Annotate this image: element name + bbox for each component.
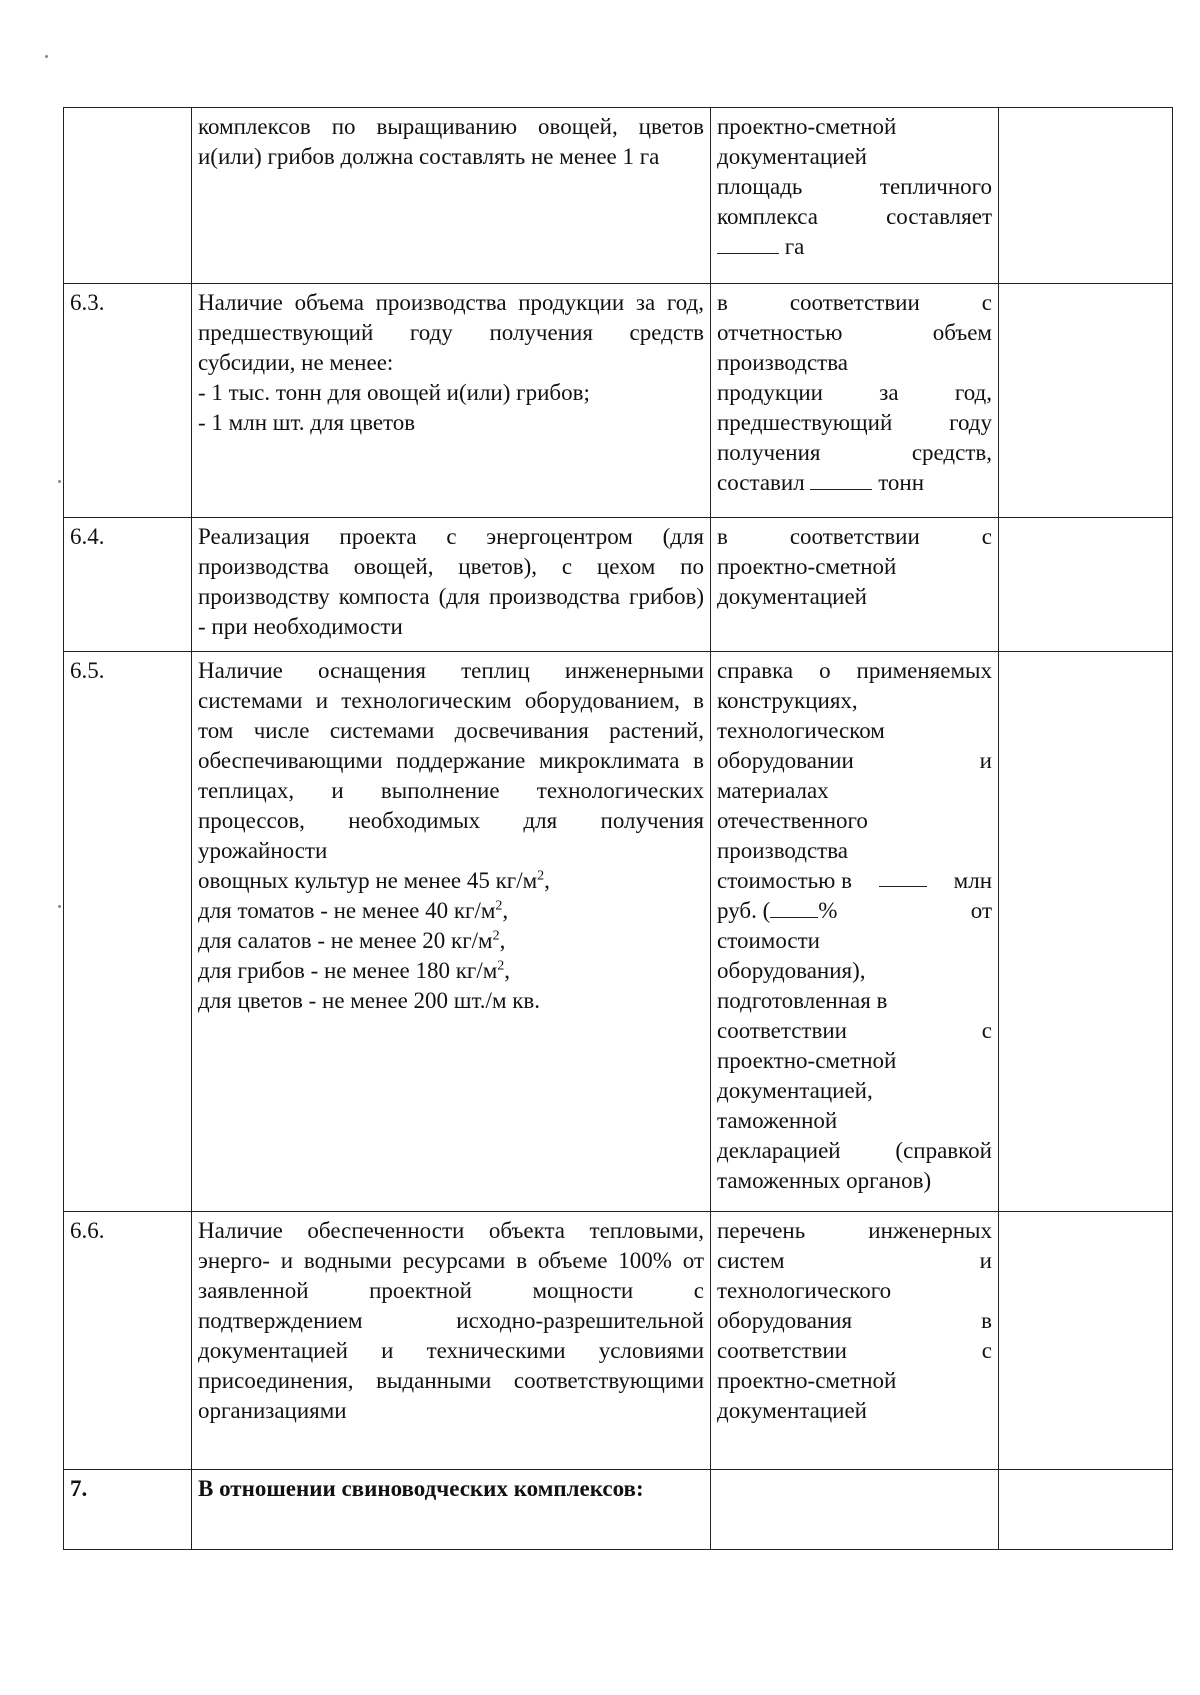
doc-line: производства <box>717 838 848 863</box>
doc-word: от <box>970 898 992 923</box>
unit-text: га <box>784 234 805 259</box>
doc-line: производства <box>717 350 848 375</box>
empty-cell <box>999 284 1173 518</box>
doc-line: предшествующий году <box>717 410 992 435</box>
doc-line: технологического <box>717 1278 892 1303</box>
table-row <box>64 518 1173 652</box>
doc-line <box>717 866 992 896</box>
yield-label: для грибов - не менее 180 кг/м <box>198 958 498 983</box>
row-number: 6.3. <box>64 284 192 518</box>
superscript: 2 <box>492 928 500 944</box>
table-row <box>64 1470 1173 1550</box>
doc-word <box>717 896 837 926</box>
text-line: - 1 млн шт. для цветов <box>198 410 416 435</box>
doc-line: соответствии с <box>717 1018 992 1043</box>
punct: , <box>504 958 511 983</box>
table-row <box>64 652 1173 1212</box>
fill-blank <box>770 897 818 918</box>
text-paragraph: Наличие оснащения теплиц инженерными системами и технологическим оборудованием, в том числе системами досвечивания растений, обеспечивающими поддержание микроклимата в теплицах, и выполнение технологических процессов, необходимых для получения урожайности <box>198 658 704 863</box>
doc-line: документацией <box>717 1398 867 1423</box>
doc-line: в соответствии с <box>717 290 992 315</box>
doc-line: оборудовании и <box>717 748 992 773</box>
punct: , <box>502 898 509 923</box>
empty-cell <box>999 1212 1173 1470</box>
doc-line: таможенной <box>717 1108 838 1133</box>
row-number: 6.6. <box>64 1212 192 1470</box>
doc-line: документацией, <box>717 1078 873 1103</box>
confirmation-document <box>711 108 999 284</box>
doc-line: проектно-сметной <box>717 554 897 579</box>
doc-line: материалах <box>717 778 829 803</box>
yield-label: для цветов - не менее 200 шт./м кв. <box>198 988 541 1013</box>
requirement-text: Наличие обеспеченности объекта тепловыми, энерго- и водными ресурсами в объеме 100% от заявленной проектной мощности с подтверждением исходно-разрешительной документацией и техническими условиями присоединения, выданными соответствующими организациями <box>192 1212 711 1470</box>
yield-line <box>198 866 704 896</box>
doc-line: площадь тепличного <box>717 174 992 199</box>
confirmation-document <box>711 652 999 1212</box>
empty-cell <box>999 1470 1173 1550</box>
yield-line <box>198 896 704 926</box>
section-heading: В отношении свиноводческих комплексов: <box>192 1470 711 1550</box>
yield-label: овощных культур не менее 45 кг/м <box>198 868 538 893</box>
requirement-text <box>192 652 711 1212</box>
doc-line: отечественного <box>717 808 868 833</box>
doc-line: отчетностью объем <box>717 320 992 345</box>
doc-line: справка о применяемых <box>717 658 992 683</box>
table-row <box>64 1212 1173 1470</box>
doc-line: систем и <box>717 1248 992 1273</box>
superscript: 2 <box>497 958 505 974</box>
row-number: 6.5. <box>64 652 192 1212</box>
confirmation-document <box>711 518 999 652</box>
doc-line: оборудования в <box>717 1308 992 1333</box>
confirmation-document <box>711 284 999 518</box>
empty-cell <box>711 1470 999 1550</box>
scan-speck <box>58 905 61 908</box>
empty-cell <box>999 652 1173 1212</box>
doc-line: оборудования), <box>717 958 866 983</box>
doc-word-part: руб. ( <box>717 898 771 923</box>
doc-line: проектно-сметной <box>717 1368 897 1393</box>
yield-line <box>198 956 704 986</box>
table-row <box>64 284 1173 518</box>
scan-speck <box>58 480 61 483</box>
unit-text: тонн <box>878 470 925 495</box>
unit-text: млн <box>953 868 992 893</box>
requirements-table <box>63 107 1173 1550</box>
doc-line: в соответствии с <box>717 524 992 549</box>
superscript: 2 <box>537 868 545 884</box>
doc-line: конструкциях, <box>717 688 858 713</box>
fill-blank <box>717 233 779 254</box>
doc-line: декларацией (справкой <box>717 1138 992 1163</box>
requirement-text: комплексов по выращиванию овощей, цветов и(или) грибов должна составлять не менее 1 га <box>192 108 711 284</box>
empty-cell <box>999 518 1173 652</box>
doc-line <box>717 468 992 498</box>
table-row <box>64 108 1173 284</box>
punct: , <box>544 868 550 893</box>
row-number <box>64 108 192 284</box>
doc-line: документацией <box>717 144 867 169</box>
doc-line: стоимости <box>717 928 820 953</box>
superscript: 2 <box>495 898 503 914</box>
doc-line: комплекса составляет <box>717 204 992 229</box>
doc-line: таможенных органов) <box>717 1168 932 1193</box>
doc-line <box>717 232 992 262</box>
percent-sign: % <box>818 898 838 923</box>
doc-line <box>717 896 992 926</box>
requirement-text: Реализация проекта с энергоцентром (для производства овощей, цветов), с цехом по производству компоста (для производства грибов) - при необходимости <box>192 518 711 652</box>
doc-line: продукции за год, <box>717 380 992 405</box>
fill-blank <box>810 469 872 490</box>
confirmation-document <box>711 1212 999 1470</box>
doc-line: документацией <box>717 584 867 609</box>
text-line: - 1 тыс. тонн для овощей и(или) грибов; <box>198 380 590 405</box>
doc-line: проектно-сметной <box>717 114 897 139</box>
yield-line <box>198 986 704 1016</box>
yield-line <box>198 926 704 956</box>
doc-line: технологическом <box>717 718 885 743</box>
row-number: 6.4. <box>64 518 192 652</box>
fill-blank <box>879 866 927 887</box>
doc-line: подготовленная в <box>717 988 888 1013</box>
punct: , <box>499 928 506 953</box>
empty-cell <box>999 108 1173 284</box>
doc-word: стоимостью в <box>717 868 852 893</box>
scan-speck <box>45 55 48 58</box>
doc-line: проектно-сметной <box>717 1048 897 1073</box>
yield-label: для салатов - не менее 20 кг/м <box>198 928 493 953</box>
yield-label: для томатов - не менее 40 кг/м <box>198 898 496 923</box>
doc-line: соответствии с <box>717 1338 992 1363</box>
doc-word: составил <box>717 470 805 495</box>
doc-line: перечень инженерных <box>717 1218 992 1243</box>
text-line: Наличие объема производства продукции за год, предшествующий году получения средств субсидии, не менее: <box>198 290 704 375</box>
row-number: 7. <box>64 1470 192 1550</box>
requirement-text <box>192 284 711 518</box>
doc-line: получения средств, <box>717 440 992 465</box>
